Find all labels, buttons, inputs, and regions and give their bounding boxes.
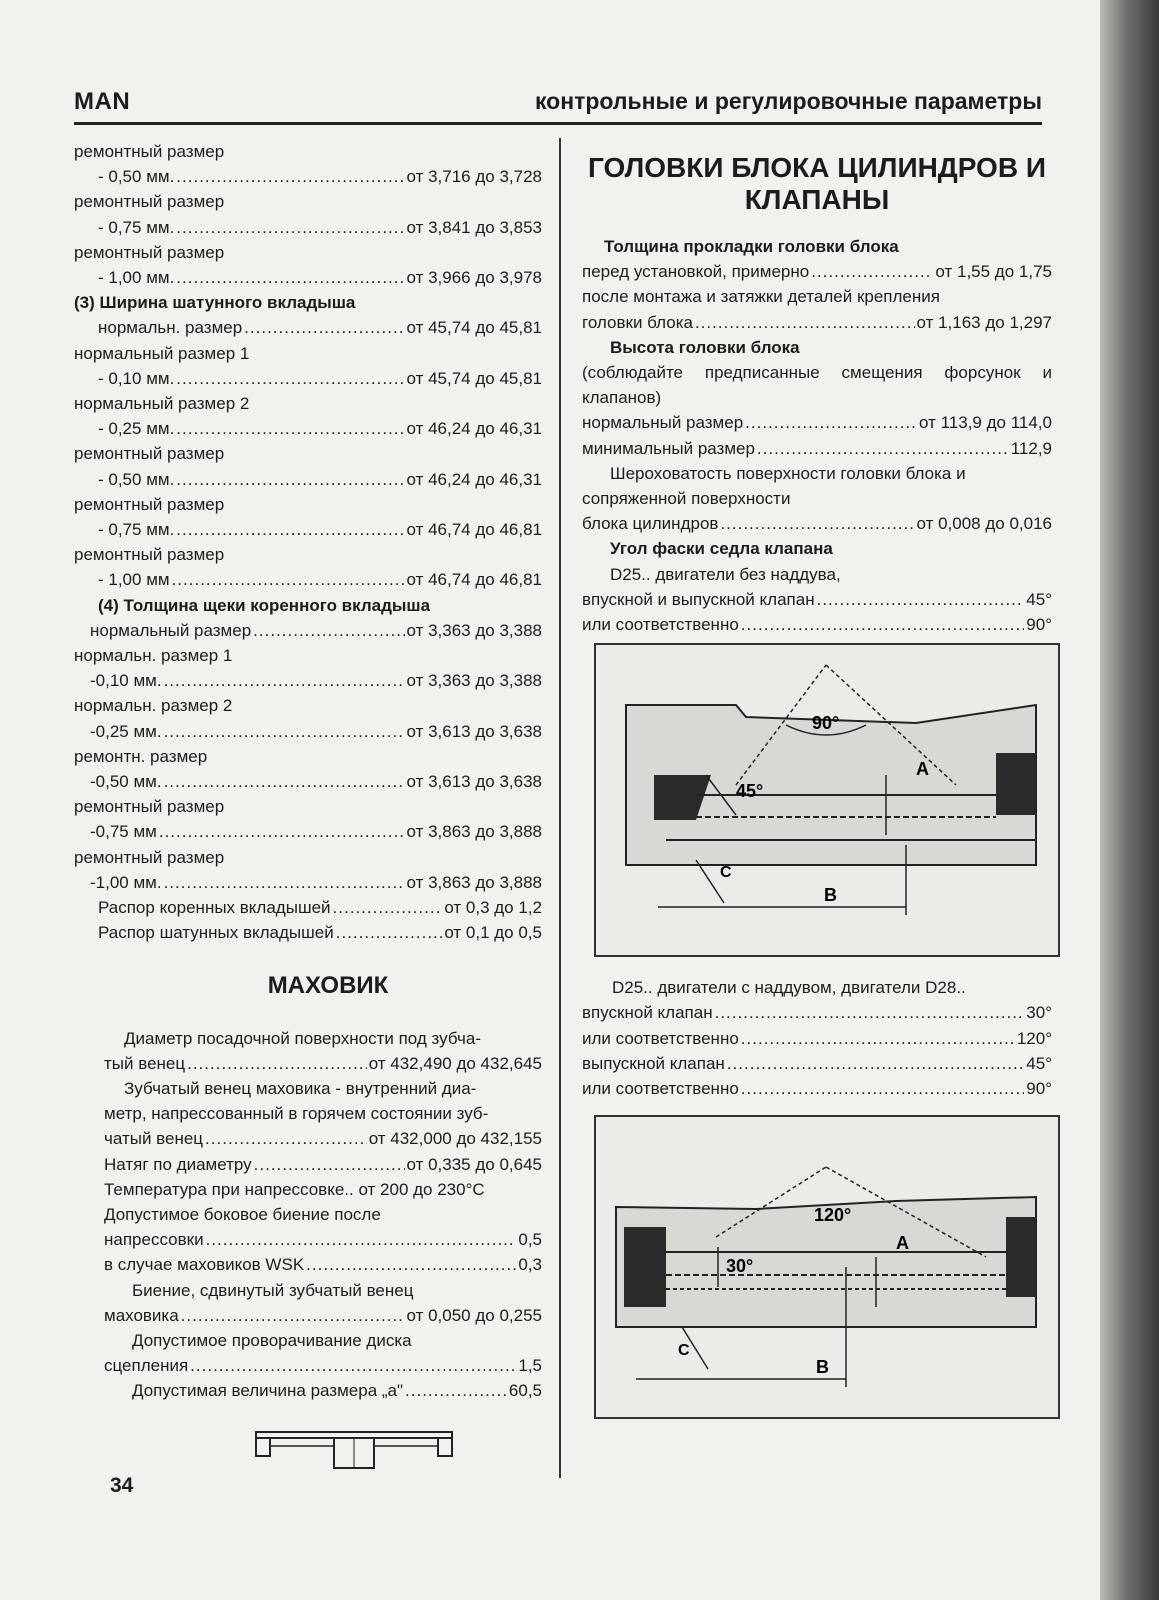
flywheel-title: МАХОВИК: [267, 971, 389, 999]
rod-bearing-thickness-list: [74, 139, 542, 290]
spec-row: [74, 265, 542, 290]
flywheel-section: [74, 1026, 542, 1481]
flywheel-interference-label: Натяг по диаметру: [104, 1154, 252, 1174]
flywheel-seat-row: [104, 1051, 542, 1076]
angle-top-label-30: 120°: [814, 1205, 852, 1226]
spec-row-label: нормальный размер: [90, 620, 252, 640]
spread-main-value: от 0,3 до 1,2: [444, 898, 542, 918]
flywheel-wsk-label: в случае маховиков WSK: [104, 1255, 305, 1275]
turbo-exhaust-value: 45°: [1026, 1053, 1052, 1073]
spec-label: ремонтный размер: [74, 192, 225, 212]
flywheel-wsk-row: [104, 1252, 542, 1277]
flywheel-clutch-text: Допустимое проворачивание диска: [132, 1330, 412, 1350]
flywheel-runout-label: напрессовки: [104, 1230, 204, 1250]
flywheel-clutch-row: [104, 1353, 542, 1378]
gasket-before-label: перед установкой, примерно: [582, 262, 810, 282]
dim-c-label-1: C: [720, 864, 732, 882]
spec-row-value: от 45,74 до 45,81: [406, 368, 542, 388]
column-divider: [559, 138, 561, 1478]
spec-row-value: от 3,613 до 3,638: [406, 721, 542, 741]
flywheel-runout-value: 0,5: [518, 1230, 542, 1250]
dim-b-label-1: B: [824, 885, 837, 906]
spread-main-row: [74, 895, 542, 920]
gasket-before-value: от 1,55 до 1,75: [935, 262, 1052, 282]
rod-bearing-width-list: [74, 315, 542, 592]
seat-angle-title: Угол фаски седла клапана: [610, 539, 833, 559]
spec-row-value: от 46,24 до 46,31: [406, 419, 542, 439]
flywheel-ring-label: чатый венец: [104, 1129, 204, 1149]
turbo-intake-or-label: или соответственно: [582, 1028, 739, 1048]
spec-label: ремонтный размер: [74, 444, 225, 464]
spec-row-label: - 0,50 мм.: [98, 469, 175, 489]
spec-row-label: - 1,00 мм.: [98, 268, 175, 288]
spec-row-value: от 46,74 до 46,81: [406, 570, 542, 590]
spread-main-label: Распор коренных вкладышей: [98, 898, 331, 918]
dim-c-label-2: C: [678, 1342, 690, 1360]
spec-row-value: от 46,74 до 46,81: [406, 520, 542, 540]
spec-label: нормальный размер 2: [74, 394, 250, 414]
turbo-exhaust-or-row: [582, 1076, 1052, 1101]
na-or-value: 90°: [1026, 615, 1052, 635]
page-number: 34: [110, 1474, 134, 1497]
cylinder-heads-title-line2: КЛАПАНЫ: [744, 184, 890, 215]
turbo-engines-label: D25.. двигатели с наддувом, двигатели D28..: [612, 978, 966, 998]
page-header: [74, 86, 1042, 125]
turbo-intake-or-row: [582, 1026, 1052, 1051]
gasket-after-value: от 1,163 до 1,297: [916, 312, 1052, 332]
flywheel-seat-label: тый венец: [104, 1053, 186, 1073]
seat-insert-left-2: [624, 1227, 666, 1307]
flywheel-runout-text: Допустимое боковое биение после: [104, 1204, 381, 1224]
angle-top-label-45: 90°: [812, 713, 840, 734]
na-engines-label: D25.. двигатели без наддува,: [610, 564, 841, 584]
spec-row-value: от 3,863 до 3,888: [406, 872, 542, 892]
spec-row-label: - 0,75 мм.: [98, 520, 175, 540]
turbo-exhaust-label: выпускной клапан: [582, 1053, 725, 1073]
gasket-after-label: головки блока: [582, 312, 693, 332]
spec-row: [74, 215, 542, 240]
turbo-exhaust-or-label: или соответственно: [582, 1079, 739, 1099]
flywheel-seat-value: от 432,490 до 432,645: [368, 1053, 542, 1073]
spec-row: [74, 618, 542, 643]
turbo-intake-or-value: 120°: [1016, 1028, 1052, 1048]
spec-row: [74, 315, 542, 340]
na-or-label: или соответственно: [582, 615, 739, 635]
spec-label: ремонтный размер: [74, 242, 225, 262]
gasket-after-text: после монтажа и затяжки деталей крепления: [582, 287, 940, 307]
spec-row-label: - 1,00 мм: [98, 570, 170, 590]
spec-row-value: от 3,613 до 3,638: [406, 772, 542, 792]
turbo-exhaust-row: [582, 1051, 1052, 1076]
height-normal-label: нормальный размер: [582, 413, 744, 433]
spec-label: нормальный размер 1: [74, 343, 250, 363]
spec-row-value: от 45,74 до 45,81: [406, 318, 542, 338]
valve-seat-figure-45: [594, 643, 1060, 957]
spec-row: [74, 668, 542, 693]
rod-bearing-width-title: (3) Ширина шатунного вкладыша: [74, 293, 356, 313]
na-both-label: впускной и выпускной клапан: [582, 589, 815, 609]
spec-row-label: - 0,75 мм.: [98, 217, 175, 237]
turbo-intake-label: впускной клапан: [582, 1003, 713, 1023]
right-column: [582, 152, 1052, 1419]
flywheel-clutch-label: сцепления: [104, 1356, 189, 1376]
flywheel-ring-row: [104, 1126, 542, 1151]
spec-row: [74, 416, 542, 441]
spec-label: ремонтный размер: [74, 847, 225, 867]
spec-label: нормальн. размер 2: [74, 696, 233, 716]
spread-rod-row: [74, 920, 542, 945]
flywheel-size-a-row: [104, 1378, 542, 1403]
flywheel-seat-text: Диаметр посадочной поверхности под зубча-: [124, 1028, 481, 1048]
spec-row-value: от 3,863 до 3,888: [406, 822, 542, 842]
height-min-row: [582, 436, 1052, 461]
spec-row-value: от 3,363 до 3,388: [406, 620, 542, 640]
roughness-row: [582, 511, 1052, 536]
angle-seat-label-30: 30°: [726, 1256, 754, 1277]
height-title: Высота головки блока: [610, 337, 800, 357]
flywheel-shift-row: [104, 1303, 542, 1328]
gasket-before-row: [582, 259, 1052, 284]
valve-seat-drawing-45: [596, 645, 1058, 955]
main-bearing-flange-title: (4) Толщина щеки коренного вкладыша: [98, 595, 431, 615]
turbo-exhaust-or-value: 90°: [1026, 1079, 1052, 1099]
height-min-label: минимальный размер: [582, 438, 755, 458]
flywheel-clutch-value: 1,5: [518, 1356, 542, 1376]
roughness-value: от 0,008 до 0,016: [916, 514, 1052, 534]
dim-a-label-1: A: [916, 759, 929, 780]
section-title: контрольные и регулировочные параметры: [534, 88, 1042, 114]
spec-row: [74, 567, 542, 592]
spec-row: [74, 719, 542, 744]
na-or-row: [582, 612, 1052, 637]
spec-row-label: - 0,50 мм.: [98, 167, 175, 187]
spec-row: [74, 517, 542, 542]
spec-row: [74, 366, 542, 391]
flywheel-interference-row: [104, 1152, 542, 1177]
main-bearing-flange-list: [74, 618, 542, 895]
gasket-title: Толщина прокладки головки блока: [604, 237, 899, 256]
flywheel-interference-value: от 0,335 до 0,645: [406, 1154, 542, 1174]
flywheel-shift-text: Биение, сдвинутый зубчатый венец: [132, 1280, 414, 1300]
cylinder-heads-title-line1: ГОЛОВКИ БЛОКА ЦИЛИНДРОВ И: [588, 152, 1046, 183]
spec-row-value: от 3,363 до 3,388: [406, 671, 542, 691]
spread-rod-label: Распор шатунных вкладышей: [98, 923, 334, 943]
flywheel-section-drawing: [254, 1424, 454, 1474]
spec-row-value: от 46,24 до 46,31: [406, 469, 542, 489]
dim-b-label-2: B: [816, 1357, 829, 1378]
spec-row-label: - 0,25 мм.: [98, 419, 175, 439]
seat-insert-right: [996, 753, 1036, 815]
spec-label: ремонтный размер: [74, 545, 225, 565]
spec-row: [74, 769, 542, 794]
valve-seat-drawing-30: [596, 1117, 1058, 1417]
flywheel-wsk-value: 0,3: [518, 1255, 542, 1275]
spec-row-label: -1,00 мм.: [90, 872, 162, 892]
spec-row-label: -0,10 мм.: [90, 671, 162, 691]
spec-row-label: - 0,10 мм.: [98, 368, 175, 388]
spec-row-value: от 3,716 до 3,728: [406, 167, 542, 187]
flywheel-shift-label: маховика: [104, 1305, 179, 1325]
height-note: (соблюдайте предписанные смещения форсунок и клапанов): [582, 363, 1052, 408]
flywheel-size-a-value: 60,5: [508, 1381, 542, 1401]
spec-row-label: -0,75 мм: [90, 822, 157, 842]
dim-a-label-2: A: [896, 1233, 909, 1254]
flywheel-runout-row: [104, 1227, 542, 1252]
valve-seat-figure-30: [594, 1115, 1060, 1419]
spec-row-label: -0,50 мм.: [90, 772, 162, 792]
height-normal-value: от 113,9 до 114,0: [919, 413, 1052, 433]
spec-row-value: от 3,841 до 3,853: [406, 217, 542, 237]
roughness-label: блока цилиндров: [582, 514, 719, 534]
flywheel-size-a-label: Допустимая величина размера „а": [132, 1381, 404, 1401]
spec-label: ремонтный размер: [74, 797, 225, 817]
height-min-value: 112,9: [1010, 438, 1052, 458]
seat-insert-right-2: [1006, 1217, 1036, 1297]
turbo-intake-row: [582, 1000, 1052, 1025]
angle-seat-label-45: 45°: [736, 781, 764, 802]
flywheel-shift-value: от 0,050 до 0,255: [406, 1305, 542, 1325]
flywheel-ring-value: от 432,000 до 432,155: [368, 1129, 542, 1149]
left-column: [74, 139, 542, 1481]
turbo-intake-value: 30°: [1026, 1003, 1052, 1023]
height-normal-row: [582, 410, 1052, 435]
roughness-text: Шероховатость поверхности головки блока и сопряженной поверхности: [582, 463, 966, 509]
spec-row: [74, 164, 542, 189]
flywheel-ring-text-1: Зубчатый венец маховика - внутренний диа-: [124, 1078, 477, 1098]
brand-label: MAN: [74, 88, 131, 115]
flywheel-temp-text: Температура при напрессовке.. от 200 до 230°С: [104, 1179, 485, 1199]
spec-row: [74, 819, 542, 844]
spec-row: [74, 870, 542, 895]
spec-label: ремонтный размер: [74, 494, 225, 514]
spec-row-value: от 3,966 до 3,978: [406, 268, 542, 288]
na-both-row: [582, 587, 1052, 612]
spec-label: ремонтный размер: [74, 142, 225, 161]
na-both-value: 45°: [1026, 589, 1052, 609]
spec-label: нормальн. размер 1: [74, 646, 233, 666]
spec-label: ремонтн. размер: [74, 746, 208, 766]
book-spine-shadow: [1100, 0, 1159, 1600]
spec-row-label: -0,25 мм.: [90, 721, 162, 741]
spread-rod-value: от 0,1 до 0,5: [444, 923, 542, 943]
spec-row-label: нормальн. размер: [98, 318, 243, 338]
spec-row: [74, 467, 542, 492]
gasket-after-row: [582, 310, 1052, 335]
flywheel-ring-text-2: метр, напрессованный в горячем состоянии зуб-: [104, 1104, 489, 1124]
